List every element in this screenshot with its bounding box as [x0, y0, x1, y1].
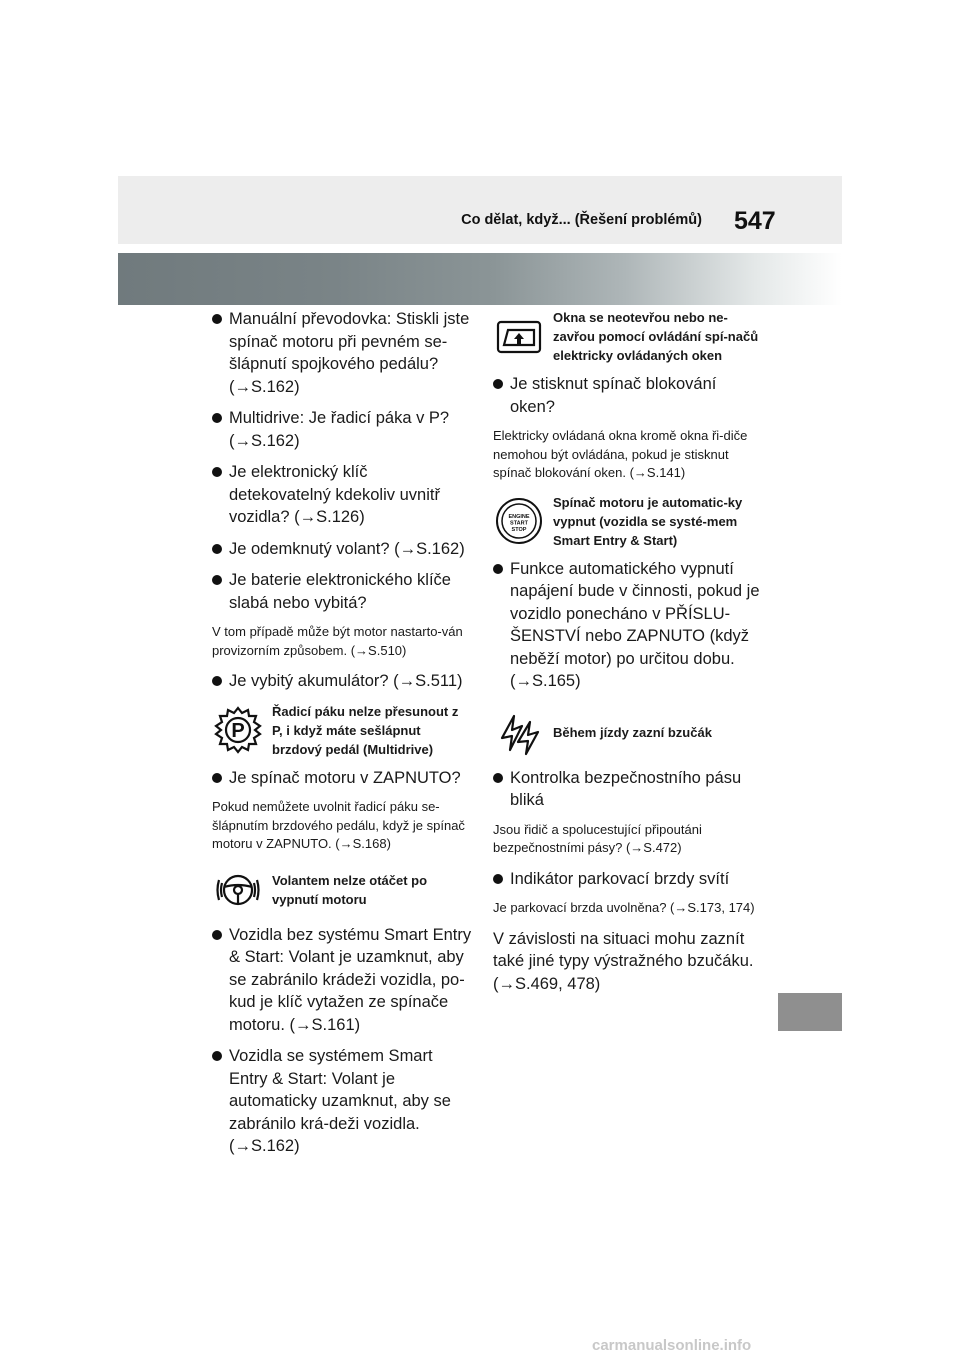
window-switch-icon: [493, 311, 545, 363]
footer-watermark[interactable]: carmanualsonline.info: [592, 1337, 752, 1354]
callout-title: Volantem nelze otáčet po vypnutí motoru: [272, 872, 428, 907]
callout-title: Řadicí páku nelze přesunout z P, i když máte sešlápnut brzdový pedál (Multidrive): [272, 703, 459, 757]
chapter-side-tab: [778, 993, 842, 1031]
list-item: [493, 373, 761, 418]
bullet-dot: [212, 676, 222, 686]
list-item: [212, 407, 472, 452]
note-text: V tom případě může být motor nastarto-ván provizorním způsobem. (→S.510): [212, 624, 463, 658]
callout-title: Během jízdy zazní bzučák: [553, 725, 712, 740]
bullet-dot: [493, 773, 503, 783]
list-item-text: Vozidla bez systému Smart Entry & Start: Volant je uzamknut, aby se zabránilo krádeži vozidla, po-kud je klíč vytažen ze spínače motoru. (→S.161): [229, 925, 472, 1034]
list-item: [212, 1045, 472, 1158]
left-column: [212, 308, 472, 1167]
bullet-dot: [212, 413, 222, 423]
bullet-dot: [493, 379, 503, 389]
bullet-dot: [212, 467, 222, 477]
list-item-text: Vozidla se systémem Smart Entry & Start: Volant je automaticky uzamknut, aby se zabránilo krá-deži vozidla. (→S.162): [229, 1047, 451, 1155]
list-item-text: Je spínač motoru v ZAPNUTO?: [229, 768, 461, 787]
list-item-text: Je vybitý akumulátor? (→S.511): [229, 672, 463, 690]
list-item-text: Multidrive: Je řadicí páka v P? (→S.162): [229, 409, 450, 450]
callout-buzzer: [493, 707, 761, 759]
list-item: [493, 868, 761, 891]
right-column: [493, 308, 761, 995]
list-item: [212, 461, 472, 529]
callout-power-windows: [493, 308, 761, 365]
page-number: 547: [734, 207, 776, 235]
note-text: Elektricky ovládaná okna kromě okna ři-diče nemohou být ovládána, pokud je stisknut spínač blokování oken. (→S.141): [493, 428, 748, 480]
bullet-dot: [212, 575, 222, 585]
list-item-text: Je odemknutý volant? (→S.162): [229, 539, 465, 558]
list-item-text: Manuální převodovka: Stiskli jste spínač motoru při pevném se-šlápnutí spojkového pedálu? (→S.162): [229, 310, 470, 396]
page-header-title: Co dělat, když... (Řešení problémů): [461, 212, 702, 228]
list-item: [493, 767, 761, 812]
bullet-dot: [212, 1051, 222, 1061]
list-item-text: Je baterie elektronického klíče slabá nebo vybitá?: [229, 571, 451, 612]
list-item-text: Je stisknut spínač blokování oken?: [510, 375, 717, 416]
steering-wheel-icon: [212, 864, 264, 916]
list-item: [212, 924, 472, 1037]
list-item: [212, 538, 472, 561]
gear-p-icon: [212, 704, 264, 756]
list-item-text: Je elektronický klíč detekovatelný kdekoliv uvnitř vozidla? (→S.126): [229, 463, 440, 526]
list-item: [212, 767, 472, 790]
bullet-dot: [212, 930, 222, 940]
bullet-dot: [212, 544, 222, 554]
callout-steering-lock: [212, 864, 472, 916]
list-item-text: Indikátor parkovací brzdy svítí: [510, 869, 730, 888]
start-button-label-start: START: [510, 520, 528, 527]
callout-title: Spínač motoru je automatic-ky vypnut (vozidla se systé-mem Smart Entry & Start): [553, 494, 743, 548]
list-item: [212, 308, 472, 398]
bullet-dot: [212, 314, 222, 324]
closing-paragraph: V závislosti na situaci mohu zaznít také jiné typy výstražného bzučáku. (→S.469, 478): [493, 929, 754, 993]
list-item: [212, 569, 472, 614]
start-button-label-engine: ENGINE: [508, 514, 530, 520]
engine-start-stop-icon: [493, 495, 545, 547]
callout-auto-power-off: [493, 493, 761, 550]
buzzer-icon: [493, 707, 545, 759]
note-text: Jsou řidič a spolucestující připoutáni bezpečnostními pásy? (→S.472): [493, 821, 702, 855]
start-button-label-stop: STOP: [511, 527, 527, 533]
list-item: [493, 558, 761, 693]
list-item: [212, 670, 472, 693]
bullet-dot: [493, 564, 503, 574]
bullet-dot: [212, 773, 222, 783]
list-item-text: Kontrolka bezpečnostního pásu bliká: [510, 768, 742, 809]
list-item-text: Funkce automatického vypnutí napájení bude v činnosti, pokud je vozidlo ponecháno v PŘÍSLU-ŠENSTVÍ nebo ZAPNUTO (když neběží motor) po určitou dobu. (→S.165): [510, 559, 760, 690]
note-text: Pokud nemůžete uvolnit řadicí páku se-šlápnutím brzdového pedálu, když je spínač motoru v ZAPNUTO. (→S.168): [212, 799, 465, 851]
callout-shift-lever: [212, 702, 472, 759]
section-gradient-bar: [118, 253, 842, 305]
svg-text:P: P: [231, 720, 245, 742]
callout-title: Okna se neotevřou nebo ne-zavřou pomocí ovládání spí-načů elektricky ovládaných oken: [553, 310, 759, 363]
note-text: Je parkovací brzda uvolněna? (→S.173, 174): [493, 900, 755, 915]
bullet-dot: [493, 874, 503, 884]
